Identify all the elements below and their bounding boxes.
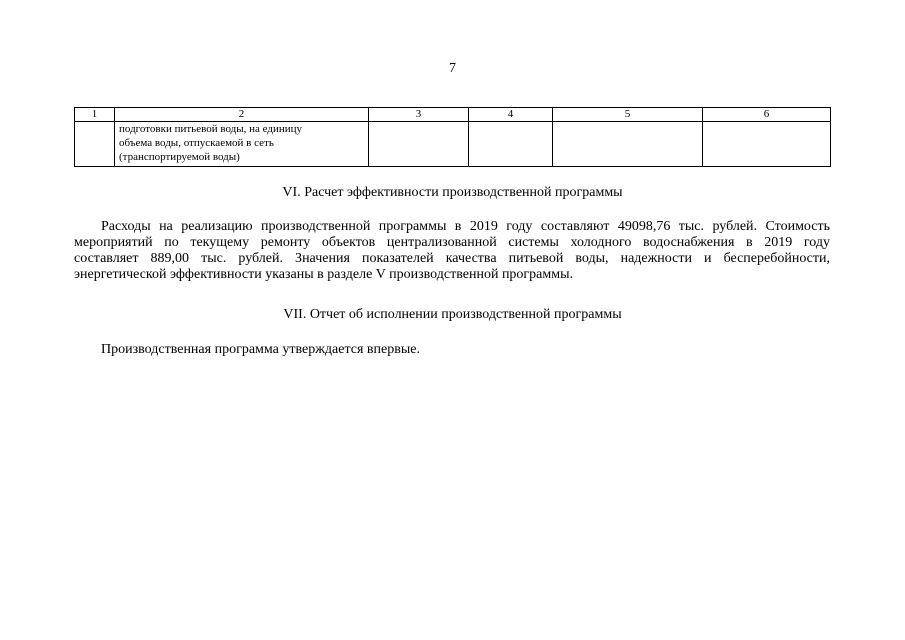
column-number-2: 2 — [115, 108, 369, 122]
paragraph-line-2: мероприятий по текущему ремонту объектов централизованной системы холодного водоснабжения в 2019 году — [74, 235, 830, 250]
section-7-heading: VII. Отчет об исполнении производственной программы — [283, 307, 622, 322]
table-cell-2 — [115, 122, 369, 167]
column-number-3: 3 — [369, 108, 469, 122]
column-number-6: 6 — [703, 108, 831, 122]
table-header-row — [75, 108, 831, 122]
page-number: 7 — [449, 61, 456, 76]
indicator-text-line-3: (транспортируемой воды) — [119, 151, 240, 163]
paragraph-line-3: составляет 889,00 тыс. рублей. Значения показателей качества питьевой воды, надежности и бесперебойности, — [74, 251, 830, 266]
indicator-text-line-1: подготовки питьевой воды, на единицу — [119, 123, 303, 135]
section-6-paragraph — [74, 219, 830, 283]
paragraph-line-4: энергетической эффективности указаны в разделе V производственной программы. — [74, 267, 574, 282]
table-cell-3 — [369, 122, 469, 167]
indicator-text-line-2: объема воды, отпускаемой в сеть — [119, 137, 274, 149]
table-cell-6 — [703, 122, 831, 167]
column-number-5: 5 — [553, 108, 703, 122]
paragraph-line-1: Расходы на реализацию производственной программы в 2019 году составляют 49098,76 тыс. рублей. Стоимость — [101, 219, 830, 234]
table-cell-4 — [469, 122, 553, 167]
section-7-paragraph — [74, 342, 830, 358]
paragraph-line-1: Производственная программа утверждается впервые. — [101, 342, 420, 357]
continuation-table — [74, 107, 831, 167]
table-cell-5 — [553, 122, 703, 167]
column-number-1: 1 — [75, 108, 115, 122]
section-6-heading: VI. Расчет эффективности производственной программы — [282, 185, 623, 200]
column-number-4: 4 — [469, 108, 553, 122]
table-row — [75, 122, 831, 167]
table-cell-1 — [75, 122, 115, 167]
